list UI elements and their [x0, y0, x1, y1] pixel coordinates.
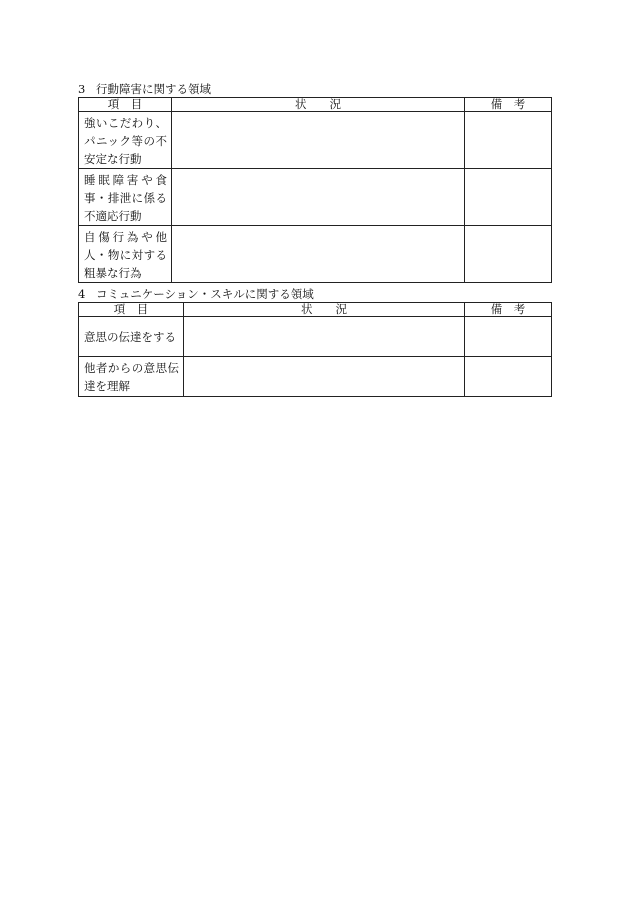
table-row [79, 112, 552, 169]
table-header-row [79, 303, 552, 317]
row-status-cell[interactable] [172, 169, 465, 226]
row-status-cell[interactable] [172, 112, 465, 169]
table-row [79, 317, 552, 357]
header-remarks: 備 考 [465, 98, 552, 112]
section-3-title [78, 82, 211, 96]
section-4-number: 4 [78, 287, 86, 301]
row-remarks-cell[interactable] [465, 226, 552, 283]
header-item: 項 目 [79, 303, 184, 317]
table-header-row [79, 98, 552, 112]
row-item-label: 強いこだわり、パニック等の不安定な行動 [79, 112, 172, 169]
section-3-number: 3 [78, 82, 86, 96]
row-item-label: 意思の伝達をする [79, 317, 184, 357]
header-item: 項 目 [79, 98, 172, 112]
row-remarks-cell[interactable] [465, 169, 552, 226]
section-4-title-text: コミュニケーション・スキルに関する領域 [96, 287, 314, 301]
row-remarks-cell[interactable] [465, 317, 552, 357]
row-item-label: 他者からの意思伝達を理解 [79, 357, 184, 397]
section-4-title [78, 287, 314, 301]
table-row [79, 169, 552, 226]
row-status-cell[interactable] [172, 226, 465, 283]
row-status-cell[interactable] [184, 357, 465, 397]
row-item-label: 自傷行為や他人・物に対する粗暴な行為 [79, 226, 172, 283]
row-status-cell[interactable] [184, 317, 465, 357]
table-row [79, 226, 552, 283]
section-3-title-text: 行動障害に関する領域 [96, 82, 211, 96]
header-status: 状 況 [172, 98, 465, 112]
row-remarks-cell[interactable] [465, 112, 552, 169]
communication-skill-table [78, 302, 552, 397]
behavior-disorder-table [78, 97, 552, 283]
row-item-label: 睡眠障害や食事・排泄に係る不適応行動 [79, 169, 172, 226]
table-row [79, 357, 552, 397]
row-remarks-cell[interactable] [465, 357, 552, 397]
header-remarks: 備 考 [465, 303, 552, 317]
header-status: 状 況 [184, 303, 465, 317]
